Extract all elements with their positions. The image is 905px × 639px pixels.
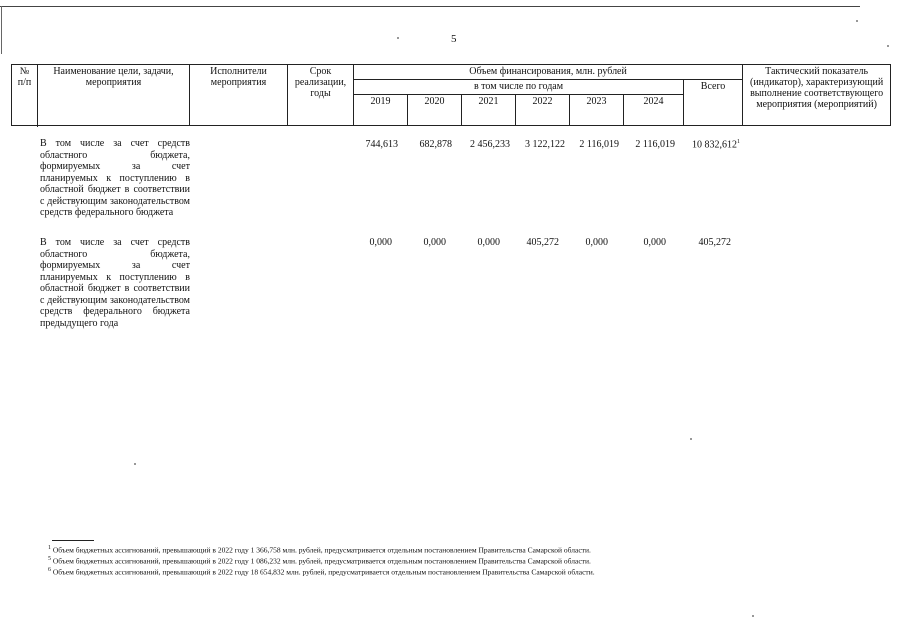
- footnote-1: [48, 544, 591, 555]
- row-2-total: 405,272: [698, 237, 731, 248]
- row-1-total-footnote-mark: 1: [737, 139, 740, 145]
- row-2-value-2023: 0,000: [585, 237, 608, 248]
- header-name: Наименование цели, задачи, мероприятия: [38, 65, 190, 126]
- scan-speck: [887, 45, 889, 47]
- header-total: Всего: [684, 80, 743, 126]
- row-1-value-2020: 682,878: [419, 139, 452, 150]
- header-indicator: Тактический показатель (индикатор), характеризующий выполнение соответствующего мероприятия (мероприятий): [743, 65, 891, 126]
- header-year-2022: 2022: [516, 95, 570, 126]
- header-year-2020: 2020: [408, 95, 462, 126]
- scan-speck: [397, 37, 399, 39]
- header-funding: Объем финансирования, млн. рублей: [354, 65, 743, 80]
- row-1-total: [684, 139, 740, 150]
- footnote-separator: [52, 540, 94, 541]
- footnote-6: [48, 566, 595, 577]
- scan-speck: [752, 615, 754, 617]
- funding-table-header: [11, 64, 891, 126]
- header-by-years: в том числе по годам: [354, 80, 684, 95]
- scan-edge-left: [1, 6, 2, 54]
- footnote-5: [48, 555, 591, 566]
- scan-speck: [134, 463, 136, 465]
- row-2-value-2022: 405,272: [526, 237, 559, 248]
- header-no: № п/п: [12, 65, 38, 126]
- row-2-value-2024: 0,000: [643, 237, 666, 248]
- row-1-value-2021: 2 456,233: [470, 139, 510, 150]
- column-rule: [37, 125, 38, 127]
- footnote-6-text: Объем бюджетных ассигнований, превышающий в 2022 году 18 654,832 млн. рублей, предусматривается отдельным постановлением Правительства Самарской области.: [52, 567, 595, 577]
- footnote-5-text: Объем бюджетных ассигнований, превышающий в 2022 году 1 086,232 млн. рублей, предусматривается отдельным постановлением Правительства Самарской области.: [52, 556, 591, 566]
- row-1-value-2024: 2 116,019: [635, 139, 675, 150]
- scan-speck: [856, 20, 858, 22]
- footnote-6-mark: 6: [48, 567, 51, 573]
- header-year-2021: 2021: [462, 95, 516, 126]
- scan-edge-top: [0, 6, 860, 7]
- footnote-1-mark: 1: [48, 545, 51, 551]
- header-year-2019: 2019: [354, 95, 408, 126]
- header-term: Срок реализации, годы: [288, 65, 354, 126]
- footnote-5-mark: 5: [48, 556, 51, 562]
- header-year-2023: 2023: [570, 95, 624, 126]
- header-year-2024: 2024: [624, 95, 684, 126]
- row-2-value-2020: 0,000: [423, 237, 446, 248]
- page-number: 5: [451, 33, 457, 45]
- row-1-total-value: 10 832,612: [692, 139, 737, 151]
- row-1-value-2023: 2 116,019: [579, 139, 619, 150]
- scan-speck: [690, 438, 692, 440]
- header-executors: Исполнители мероприятия: [190, 65, 288, 126]
- row-2-value-2021: 0,000: [477, 237, 500, 248]
- footnote-1-text: Объем бюджетных ассигнований, превышающий в 2022 году 1 366,758 млн. рублей, предусматривается отдельным постановлением Правительства Самарской области.: [52, 545, 591, 555]
- row-1-value-2022: 3 122,122: [525, 139, 565, 150]
- row-1-value-2019: 744,613: [365, 139, 398, 150]
- row-2-value-2019: 0,000: [369, 237, 392, 248]
- row-2-description: В том числе за счет средств областного бюджета, формируемых за счет планируемых к поступлению в областной бюджет в соответствии с действующим законодательством средств федерального бюджета предыдущего года: [40, 237, 190, 329]
- row-1-description: В том числе за счет средств областного бюджета, формируемых за счет планируемых к поступлению в областной бюджет в соответствии с действующим законодательством средств федерального бюджета: [40, 138, 190, 218]
